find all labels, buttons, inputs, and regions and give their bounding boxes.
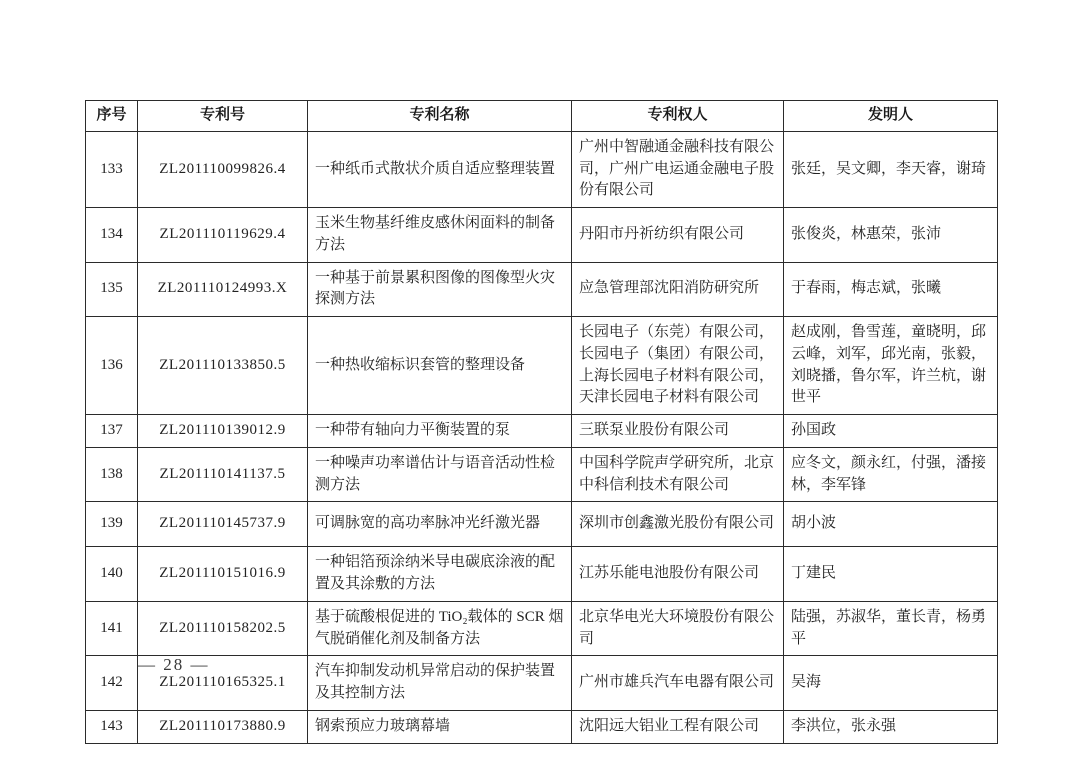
- table-header-row: [86, 101, 998, 132]
- patent-owner: 应急管理部沈阳消防研究所: [572, 262, 784, 317]
- serial-number: 137: [86, 415, 138, 448]
- table-row: [86, 262, 998, 317]
- table-row: [86, 415, 998, 448]
- patent-name: 可调脉宽的高功率脉冲光纤激光器: [308, 502, 572, 547]
- patent-name: 钢索预应力玻璃幕墙: [308, 710, 572, 743]
- patent-table: [85, 100, 998, 744]
- patent-number: ZL201110145737.9: [138, 502, 308, 547]
- patent-number: ZL201110141137.5: [138, 447, 308, 502]
- patent-owner: 广州市雄兵汽车电器有限公司: [572, 656, 784, 711]
- inventors: 赵成刚，鲁雪莲，童晓明，邱云峰，刘军，邱光南，张毅，刘晓播，鲁尔军，许兰杭，谢世平: [784, 317, 998, 415]
- inventors: 李洪位，张永强: [784, 710, 998, 743]
- table-row: [86, 601, 998, 656]
- serial-number: 133: [86, 131, 138, 207]
- serial-number: 135: [86, 262, 138, 317]
- serial-number: 141: [86, 601, 138, 656]
- serial-number: 139: [86, 502, 138, 547]
- inventors: 胡小波: [784, 502, 998, 547]
- inventors: 于春雨，梅志斌，张曦: [784, 262, 998, 317]
- header-patent-name: 专利名称: [308, 101, 572, 132]
- inventors: 陆强，苏淑华，董长青，杨勇平: [784, 601, 998, 656]
- patent-owner: 丹阳市丹祈纺织有限公司: [572, 208, 784, 263]
- serial-number: 143: [86, 710, 138, 743]
- patent-name: 一种纸币式散状介质自适应整理装置: [308, 131, 572, 207]
- patent-owner: 中国科学院声学研究所，北京中科信利技术有限公司: [572, 447, 784, 502]
- patent-number: ZL201110119629.4: [138, 208, 308, 263]
- inventors: 张廷，吴文卿，李天睿，谢琦: [784, 131, 998, 207]
- patent-number: ZL201110133850.5: [138, 317, 308, 415]
- patent-owner: 北京华电光大环境股份有限公司: [572, 601, 784, 656]
- table-row: [86, 447, 998, 502]
- patent-name: 玉米生物基纤维皮感休闲面料的制备方法: [308, 208, 572, 263]
- serial-number: 138: [86, 447, 138, 502]
- patent-owner: 沈阳远大铝业工程有限公司: [572, 710, 784, 743]
- patent-owner: 三联泵业股份有限公司: [572, 415, 784, 448]
- patent-owner: 广州中智融通金融科技有限公司，广州广电运通金融电子股份有限公司: [572, 131, 784, 207]
- table-row: [86, 656, 998, 711]
- patent-name: 基于硫酸根促进的 TiO₂载体的 SCR 烟气脱硝催化剂及制备方法: [308, 601, 572, 656]
- table-row: [86, 547, 998, 602]
- serial-number: 136: [86, 317, 138, 415]
- patent-number: ZL201110151016.9: [138, 547, 308, 602]
- inventors: 孙国政: [784, 415, 998, 448]
- page-number: — 28 —: [138, 655, 210, 674]
- inventors: 丁建民: [784, 547, 998, 602]
- patent-number: ZL201110099826.4: [138, 131, 308, 207]
- serial-number: 140: [86, 547, 138, 602]
- patent-owner: 长园电子（东莞）有限公司，长园电子（集团）有限公司，上海长园电子材料有限公司，天津长园电子材料有限公司: [572, 317, 784, 415]
- patent-owner: 深圳市创鑫激光股份有限公司: [572, 502, 784, 547]
- header-inventors: 发明人: [784, 101, 998, 132]
- patent-number: ZL201110124993.X: [138, 262, 308, 317]
- patent-number: ZL201110158202.5: [138, 601, 308, 656]
- inventors: 张俊炎，林惠荣，张沛: [784, 208, 998, 263]
- serial-number: 142: [86, 656, 138, 711]
- table-row: [86, 131, 998, 207]
- patent-number: ZL201110139012.9: [138, 415, 308, 448]
- patent-name: 一种噪声功率谱估计与语音活动性检测方法: [308, 447, 572, 502]
- header-serial-number: 序号: [86, 101, 138, 132]
- serial-number: 134: [86, 208, 138, 263]
- patent-number: ZL201110173880.9: [138, 710, 308, 743]
- table-row: [86, 317, 998, 415]
- inventors: 应冬文，颜永红，付强，潘接林，李军锋: [784, 447, 998, 502]
- table-row: [86, 710, 998, 743]
- patent-name: 一种基于前景累积图像的图像型火灾探测方法: [308, 262, 572, 317]
- header-patent-owner: 专利权人: [572, 101, 784, 132]
- patent-name: 汽车抑制发动机异常启动的保护装置及其控制方法: [308, 656, 572, 711]
- table-row: [86, 502, 998, 547]
- table-row: [86, 208, 998, 263]
- patent-name: 一种热收缩标识套管的整理设备: [308, 317, 572, 415]
- inventors: 吴海: [784, 656, 998, 711]
- patent-name: 一种带有轴向力平衡装置的泵: [308, 415, 572, 448]
- patent-number: ZL201110165325.1: [138, 656, 308, 711]
- header-patent-number: 专利号: [138, 101, 308, 132]
- patent-owner: 江苏乐能电池股份有限公司: [572, 547, 784, 602]
- patent-name: 一种铝箔预涂纳米导电碳底涂液的配置及其涂敷的方法: [308, 547, 572, 602]
